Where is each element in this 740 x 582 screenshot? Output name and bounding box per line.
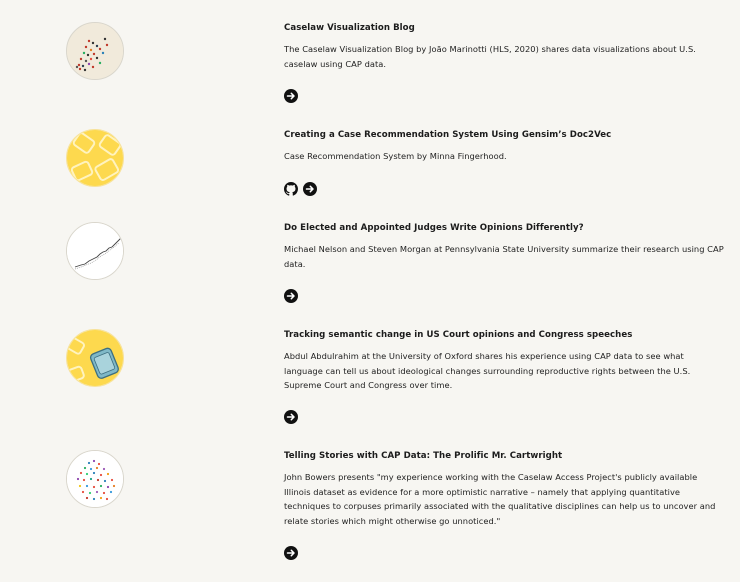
documents-illustration-image (67, 130, 124, 187)
entry-links (284, 182, 317, 196)
arrow-right-icon[interactable] (303, 182, 317, 196)
entry-title: Telling Stories with CAP Data: The Prolific Mr. Cartwright (284, 451, 563, 461)
scatter-plot-image (67, 23, 124, 80)
entry-title: Caselaw Visualization Blog (284, 23, 415, 33)
entry-title: Do Elected and Appointed Judges Write Opinions Differently? (284, 223, 584, 233)
entry-links (284, 89, 298, 103)
entry-thumbnail-scatter (66, 22, 124, 80)
entry-content (284, 222, 724, 271)
book-illustration-image (67, 330, 124, 387)
entry-content (284, 22, 724, 71)
entry-thumbnail-line-chart (66, 222, 124, 280)
github-icon[interactable] (284, 182, 298, 196)
entry-description: The Caselaw Visualization Blog by João Marinotti (HLS, 2020) shares data visualizations about U.S. caselaw using CAP data. (284, 44, 696, 69)
entry-thumbnail-documents (66, 129, 124, 187)
entry-thumbnail-book (66, 329, 124, 387)
entry-description: Abdul Abdulrahim at the University of Oxford shares his experience using CAP data to see what language can tell us about ideological changes surrounding reproductive rights between the U.S. Supreme Court and Congress over time. (284, 351, 691, 391)
entry-content (284, 450, 724, 528)
entry-links (284, 410, 298, 424)
dot-plot-image (67, 451, 124, 508)
entry-thumbnail-dot-plot (66, 450, 124, 508)
entry-content (284, 329, 724, 393)
arrow-right-icon[interactable] (284, 289, 298, 303)
line-chart-image (67, 223, 124, 280)
entry-description: Michael Nelson and Steven Morgan at Pennsylvania State University summarize their research using CAP data. (284, 244, 724, 269)
entry-description: Case Recommendation System by Minna Fingerhood. (284, 151, 507, 161)
arrow-right-icon[interactable] (284, 410, 298, 424)
entry-description: John Bowers presents "my experience working with the Caselaw Access Project's publicly available Illinois dataset as evidence for a more optimistic narrative – namely that applying quantitative techniques to corpuses primarily associated with the qualitative disciplines can help us to uncover and relate stories which might otherwise go unnoticed." (284, 472, 716, 526)
entry-title: Creating a Case Recommendation System Using Gensim’s Doc2Vec (284, 130, 612, 140)
entry-content (284, 129, 724, 164)
entry-title: Tracking semantic change in US Court opinions and Congress speeches (284, 330, 633, 340)
entry-links (284, 546, 298, 560)
arrow-right-icon[interactable] (284, 89, 298, 103)
entry-links (284, 289, 298, 303)
arrow-right-icon[interactable] (284, 546, 298, 560)
